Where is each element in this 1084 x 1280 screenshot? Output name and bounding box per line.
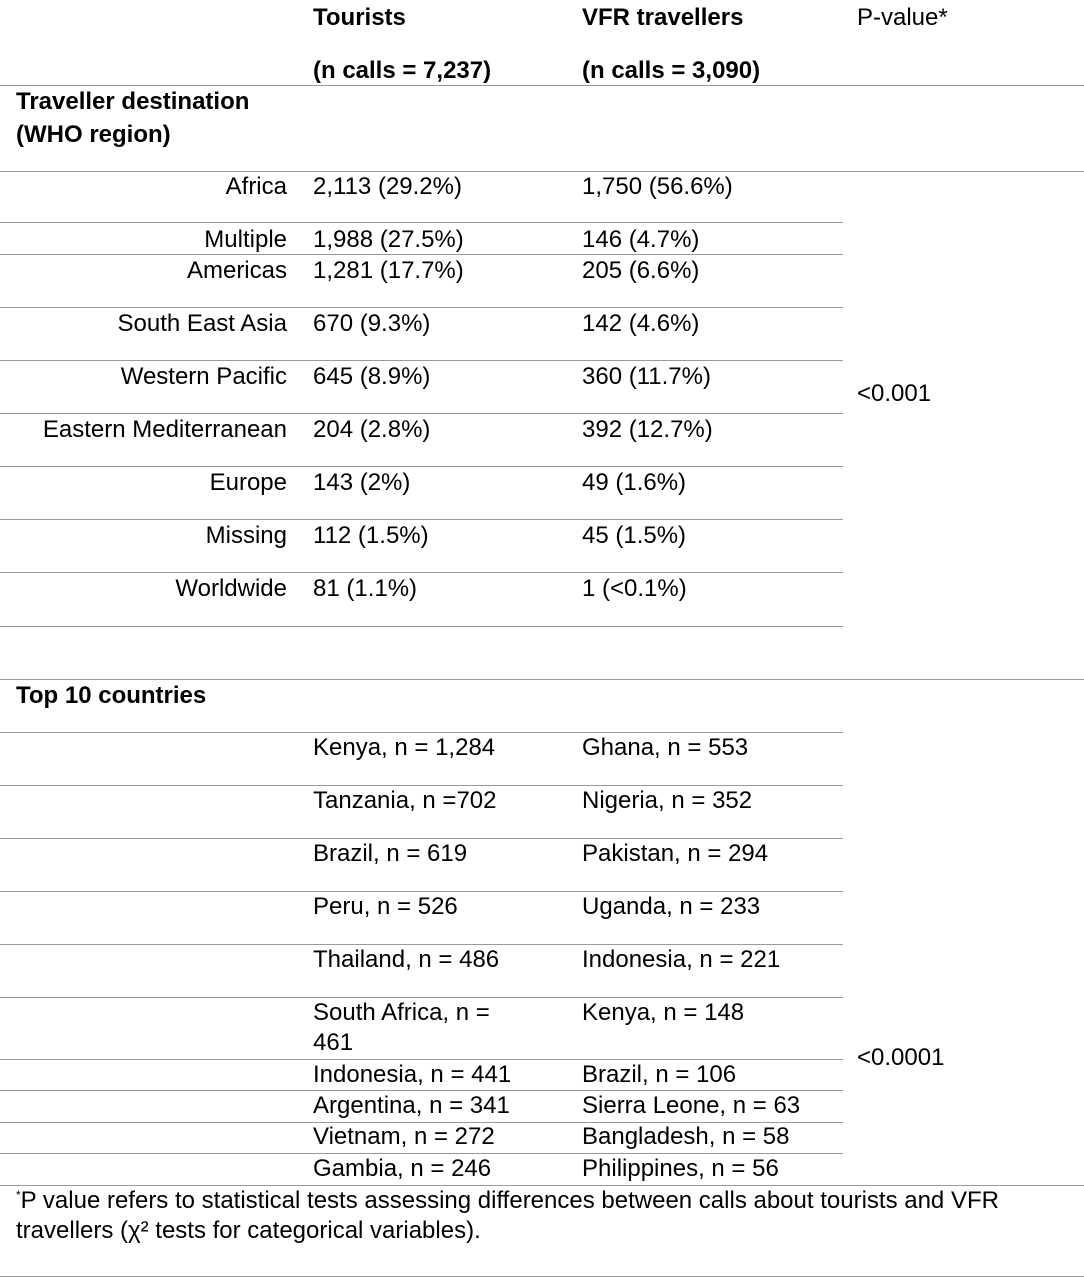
row-divider [0, 360, 843, 361]
row-divider [0, 254, 843, 255]
row-divider [0, 1090, 843, 1091]
vfr-country: Sierra Leone, n = 63 [582, 1092, 801, 1119]
region-label: Europe [209, 469, 287, 496]
tourist-country: Thailand, n = 486 [313, 946, 500, 973]
tourist-country: Vietnam, n = 272 [313, 1123, 495, 1150]
tourist-country: Indonesia, n = 441 [313, 1061, 512, 1088]
vfr-country: Indonesia, n = 221 [582, 946, 781, 973]
vfr-value: 146 (4.7%) [582, 226, 700, 253]
row-divider [0, 944, 843, 945]
tourists-value: 204 (2.8%) [313, 416, 431, 443]
row-divider [0, 626, 843, 627]
row-divider [0, 891, 843, 892]
region-label: Worldwide [175, 575, 287, 602]
header-tourists: Tourists [313, 4, 406, 31]
tourists-value: 81 (1.1%) [313, 575, 418, 602]
destination-p-value: <0.001 [857, 380, 932, 407]
tourists-value: 1,988 (27.5%) [313, 226, 464, 253]
header-tourists-n: (n calls = 7,237) [313, 57, 492, 84]
divider [0, 85, 1084, 86]
tourist-country: Argentina, n = 341 [313, 1092, 510, 1119]
row-divider [0, 838, 843, 839]
vfr-value: 392 (12.7%) [582, 416, 713, 443]
tourist-country: Tanzania, n =702 [313, 787, 497, 814]
footnote [16, 1186, 1076, 1246]
section-title-destination-sub: (WHO region) [16, 121, 171, 148]
vfr-country: Pakistan, n = 294 [582, 840, 769, 867]
vfr-value: 1,750 (56.6%) [582, 173, 733, 200]
vfr-country: Bangladesh, n = 58 [582, 1123, 790, 1150]
row-divider [0, 519, 843, 520]
header-vfr-n: (n calls = 3,090) [582, 57, 761, 84]
footnote-text: P value refers to statistical tests assessing differences between calls about tourists and VFR travellers (χ² tests for categorical variables). [16, 1187, 999, 1244]
vfr-value: 205 (6.6%) [582, 257, 700, 284]
row-divider [0, 1153, 843, 1154]
tourists-value: 1,281 (17.7%) [313, 257, 464, 284]
vfr-value: 45 (1.5%) [582, 522, 687, 549]
vfr-country: Brazil, n = 106 [582, 1061, 737, 1088]
row-divider [0, 466, 843, 467]
vfr-value: 1 (<0.1%) [582, 575, 687, 602]
tourist-country: Peru, n = 526 [313, 893, 458, 920]
region-label: Americas [186, 257, 287, 284]
divider [0, 679, 1084, 680]
vfr-value: 49 (1.6%) [582, 469, 687, 496]
tourists-value: 670 (9.3%) [313, 310, 431, 337]
vfr-value: 360 (11.7%) [582, 363, 711, 390]
vfr-value: 142 (4.6%) [582, 310, 700, 337]
tourists-value: 143 (2%) [313, 469, 411, 496]
divider [0, 1276, 1084, 1277]
region-label: Eastern Mediterranean [42, 416, 287, 443]
row-divider [0, 1059, 843, 1060]
countries-p-value: <0.0001 [857, 1044, 945, 1071]
tourists-value: 2,113 (29.2%) [313, 173, 462, 200]
row-divider [0, 785, 843, 786]
vfr-country: Philippines, n = 56 [582, 1155, 779, 1182]
tourist-country: Brazil, n = 619 [313, 840, 468, 867]
tourist-country: South Africa, n = [313, 999, 490, 1026]
section-title-countries: Top 10 countries [16, 682, 207, 709]
region-label: Western Pacific [120, 363, 287, 390]
tourists-value: 645 (8.9%) [313, 363, 431, 390]
tourists-value: 112 (1.5%) [313, 522, 429, 549]
row-divider [0, 222, 843, 223]
footnote-marker: * [16, 1188, 21, 1202]
row-divider [0, 572, 843, 573]
row-divider [0, 413, 843, 414]
row-divider [0, 307, 843, 308]
header-pvalue: P-value* [857, 4, 948, 31]
vfr-country: Ghana, n = 553 [582, 734, 749, 761]
tourist-country-continued: 461 [313, 1029, 354, 1056]
vfr-country: Kenya, n = 148 [582, 999, 745, 1026]
header-vfr: VFR travellers [582, 4, 744, 31]
region-label: Africa [225, 173, 287, 200]
row-divider [0, 732, 843, 733]
region-label: Missing [205, 522, 287, 549]
vfr-country: Uganda, n = 233 [582, 893, 761, 920]
tourist-country: Kenya, n = 1,284 [313, 734, 496, 761]
tourist-country: Gambia, n = 246 [313, 1155, 492, 1182]
row-divider [0, 1122, 843, 1123]
vfr-country: Nigeria, n = 352 [582, 787, 753, 814]
region-label: South East Asia [117, 310, 287, 337]
section-title-destination: Traveller destination [16, 88, 250, 115]
row-divider [0, 997, 843, 998]
region-label: Multiple [204, 226, 287, 253]
